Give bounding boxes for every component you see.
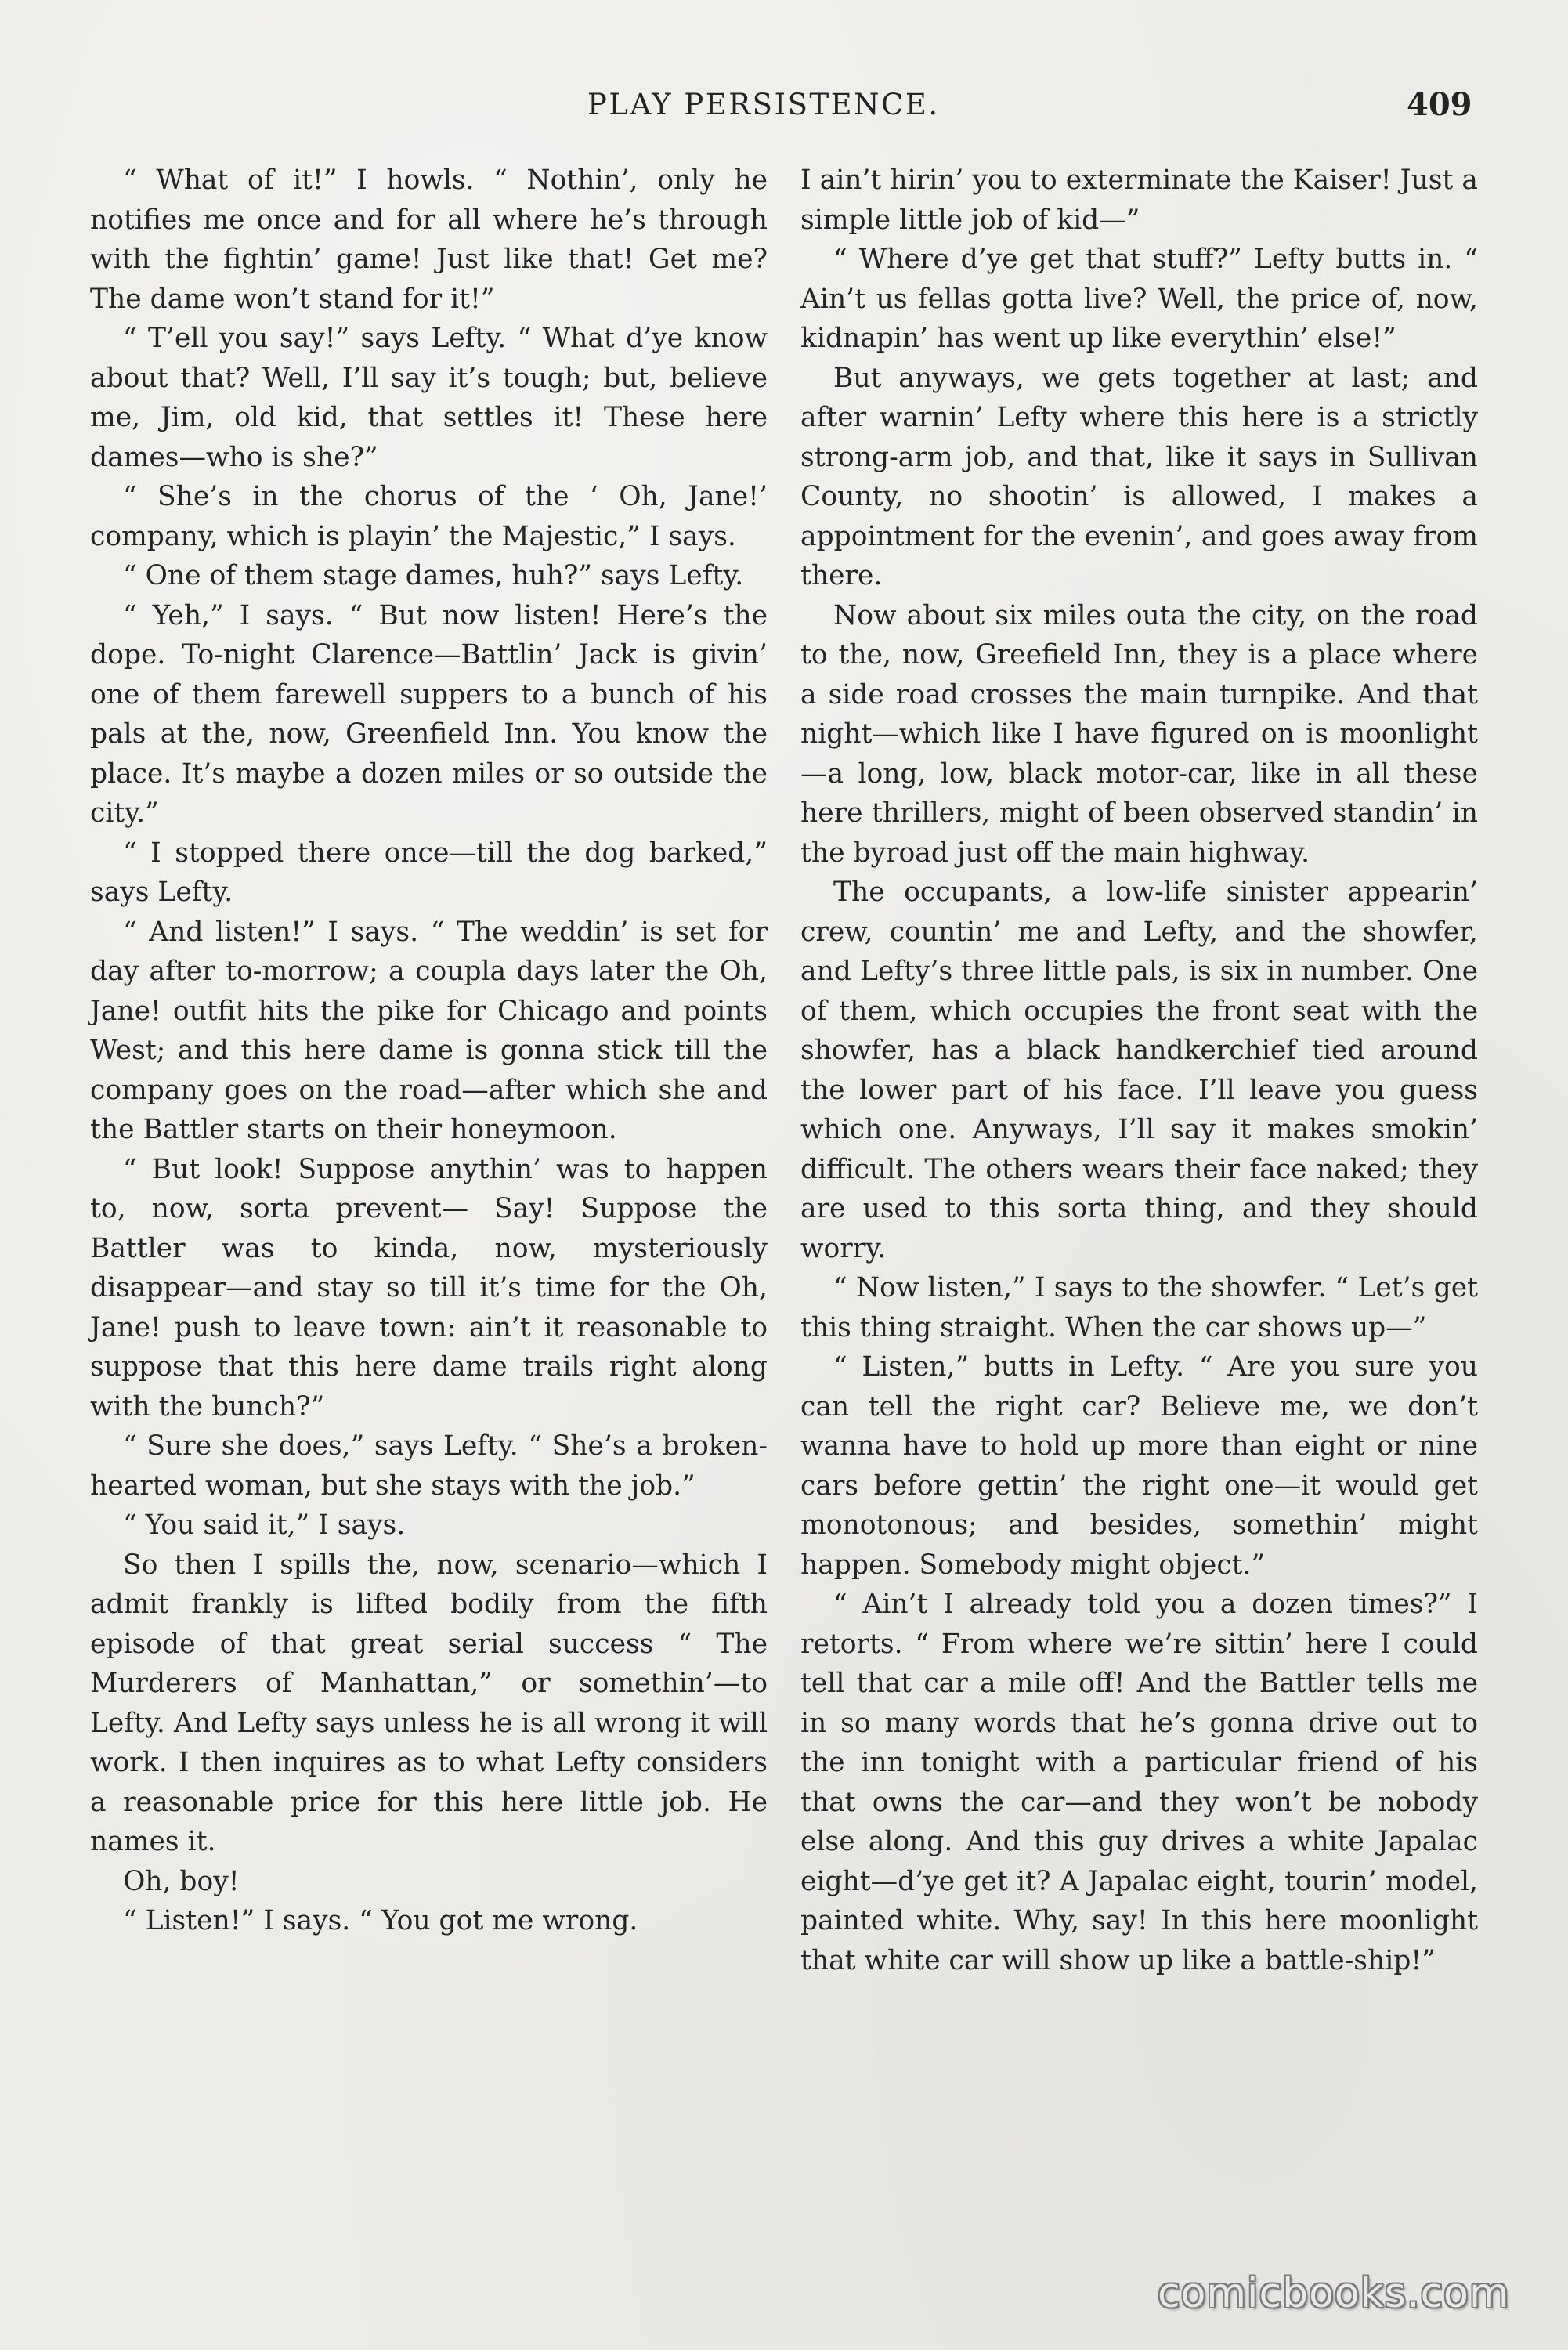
paragraph: Oh, boy! — [123, 1865, 240, 1897]
page-header — [0, 81, 1568, 128]
paragraph: “ What of it!” I howls. “ Nothin’, only he notifies me once and for all where he’s through with the fightin’ game! Just like that! Get me? The dame won’t stand for it!” — [90, 164, 768, 315]
paragraph: “ You said it,” I says. — [123, 1509, 406, 1541]
paragraph: “ I stopped there once—till the dog barked,” says Lefty. — [90, 837, 768, 908]
left-text-column — [90, 161, 768, 1941]
paragraph: “ Listen!” I says. “ You got me wrong. — [123, 1905, 638, 1936]
right-text-column — [800, 161, 1478, 1980]
paragraph: The occupants, a low-life sinister appearin’ crew, countin’ me and Lefty, and the showfer, and Lefty’s three little pals, is six in number. One of them, which occupies the front seat with the showfer, has a black handkerchief tied around the lower part of his face. I’ll leave you guess which one. Anyways, I’ll say it makes smokin’ difficult. The others wears their face naked; they are used to this sorta thing, and they should worry. — [800, 877, 1478, 1264]
running-title: PLAY PERSISTENCE. — [587, 88, 940, 121]
paragraph: Now about six miles outa the city, on the road to the, now, Greefield Inn, they is a place where a side road crosses the main turnpike. And that night—which like I have figured on is moonlight—a long, low, black motor-car, like in all these here thrillers, might of been observed standin’ in the byroad just off the main highway. — [800, 599, 1478, 869]
paragraph: But anyways, we gets together at last; and after warnin’ Lefty where this here is a strictly strong-arm job, and that, like it says in Sullivan County, no shootin’ is allowed, I makes a appointment for the evenin’, and goes away from there. — [800, 362, 1478, 591]
paragraph: “ Ain’t I already told you a dozen times?” I retorts. “ From where we’re sittin’ here I could tell that car a mile off! And the Battler tells me in so many words that he’s gonna drive out to the inn tonight with a particular friend of his that owns the car—and they won’t be nobody else along. And this guy drives a white Japalac eight—d’ye get it? A Japalac eight, tourin’ model, painted white. Why, say! In this here moonlight that white car will show up like a battle-ship!” — [800, 1589, 1478, 1976]
page-number: 409 — [1407, 86, 1472, 123]
paragraph: “ And listen!” I says. “ The weddin’ is set for day after to-morrow; a coupla days later the Oh, Jane! outfit hits the pike for Chicago and points West; and this here dame is gonna stick till the company goes on the road—after which she and the Battler starts on their honeymoon. — [90, 916, 768, 1145]
watermark-logo: comicbooks.com — [1158, 2270, 1510, 2317]
paragraph: “ But look! Suppose anythin’ was to happen to, now, sorta prevent— Say! Suppose the Battler was to kinda, now, mysteriously disappear—and stay so till it’s time for the Oh, Jane! push to leave town: ain’t it reasonable to suppose that this here dame trails right along with the bunch?” — [90, 1153, 768, 1423]
paragraph: “ T’ell you say!” says Lefty. “ What d’ye know about that? Well, I’ll say it’s tough; but, believe me, Jim, old kid, that settles it! These here dames—who is she?” — [90, 323, 768, 473]
paragraph: “ Now listen,” I says to the showfer. “ Let’s get this thing straight. When the car shows up—” — [800, 1272, 1478, 1343]
paragraph: “ She’s in the chorus of the ‘ Oh, Jane!’ company, which is playin’ the Majestic,” I says. — [90, 481, 768, 552]
paragraph: “ Where d’ye get that stuff?” Lefty butts in. “ Ain’t us fellas gotta live? Well, the price of, now, kidnapin’ has went up like everythin’ else!” — [800, 244, 1478, 354]
paragraph: “ Listen,” butts in Lefty. “ Are you sure you can tell the right car? Believe me, we don’t wanna have to hold up more than eight or nine cars before gettin’ the right one—it would get monotonous; and besides, somethin’ might happen. Somebody might object.” — [800, 1351, 1478, 1581]
paragraph: “ Sure she does,” says Lefty. “ She’s a broken-hearted woman, but she stays with the job.” — [90, 1430, 768, 1502]
paragraph-continued: I ain’t hirin’ you to exterminate the Kaiser! Just a simple little job of kid—” — [800, 164, 1478, 236]
paragraph: So then I spills the, now, scenario—which I admit frankly is lifted bodily from the fifth episode of that great serial success “ The Murderers of Manhattan,” or somethin’—to Lefty. And Lefty says unless he is all wrong it will work. I then inquires as to what Lefty considers a reasonable price for this here little job. He names it. — [90, 1549, 768, 1857]
paragraph: “ Yeh,” I says. “ But now listen! Here’s the dope. To-night Clarence—Battlin’ Jack is givin’ one of them farewell suppers to a bunch of his pals at the, now, Greenfield Inn. You know the place. It’s maybe a dozen miles or so outside the city.” — [90, 599, 768, 829]
paragraph: “ One of them stage dames, huh?” says Lefty. — [123, 560, 744, 591]
